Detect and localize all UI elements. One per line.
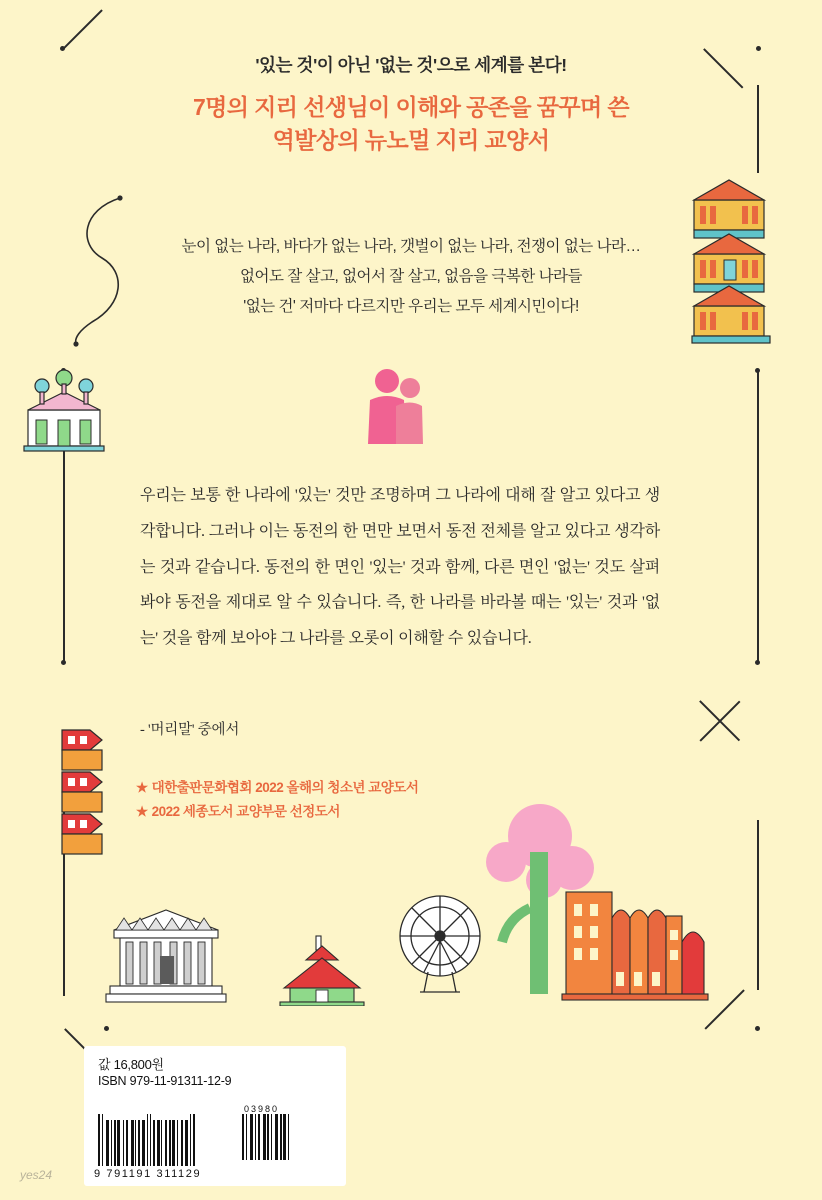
- isbn-label: ISBN 979-11-91311-12-9: [98, 1074, 232, 1088]
- frame-dot-top-right: [756, 46, 761, 51]
- headline-block: [0, 52, 822, 156]
- barcode-panel: [84, 1046, 346, 1186]
- award-label-1: 대한출판문화협회 2022 올해의 청소년 교양도서: [151, 780, 419, 795]
- subhead-line-3: '없는 건' 저마다 다르지만 우리는 모두 세계시민이다!: [243, 297, 579, 315]
- star-icon: ★: [136, 780, 148, 795]
- subhead-line-2: 없어도 잘 살고, 없어서 잘 살고, 없음을 극복한 나라들: [240, 267, 582, 285]
- cathedral-illustration: [688, 176, 774, 346]
- embracing-figures-illustration: [362, 366, 432, 452]
- frame-dot-top-left: [60, 46, 65, 51]
- ean5-addon-barcode: [242, 1114, 289, 1160]
- headline-line-3: 역발상의 뉴노멀 지리 교양서: [272, 126, 550, 153]
- award-item: [136, 800, 418, 824]
- frame-dot-left-mid-bottom: [61, 660, 66, 665]
- headline-line-2: 7명의 지리 선생님이 이해와 공존을 꿈꾸며 쓴: [192, 94, 630, 120]
- frame-dot-bottom-left: [104, 1026, 109, 1031]
- body-paragraph: 우리는 보통 한 나라에 '있는' 것만 조명하며 그 나라에 대해 잘 알고 있다고 생각합니다. 그러나 이는 동전의 한 면만 보면서 동전 전체를 알고 있다고 생각하는 것과 같습니다. 동전의 한 면인 '있는' 것과 함께, 다른 면인 '없는' 것도 살펴봐야 동전을 제대로 알 수 있습니다. 즉, 한 나라를 바라볼 때는 '있는' 것과 '없는' 것을 함께 보아야 그 나라를 오롯이 이해할 수 있습니다.: [140, 487, 660, 648]
- small-house-illustration: [276, 930, 368, 1006]
- frame-dot-bottom-right: [755, 1026, 760, 1031]
- star-icon: ★: [136, 803, 148, 819]
- body-attribution: - '머리말' 중에서: [140, 722, 240, 738]
- subhead-line-1: 눈이 없는 나라, 바다가 없는 나라, 갯벌이 없는 나라, 전쟁이 없는 나라…: [181, 238, 641, 255]
- watermark: yes24: [20, 1168, 53, 1182]
- award-label-2: 2022 세종도서 교양부문 선정도서: [151, 803, 340, 819]
- church-illustration: [20, 366, 108, 452]
- cityscape-illustration: [394, 776, 710, 1008]
- frame-dot-right-mid-bottom: [755, 660, 760, 665]
- award-item: [136, 776, 418, 800]
- frame-mark-top-left-h: [62, 9, 102, 49]
- frame-line-right-lower: [757, 820, 759, 990]
- ean13-digits: 9 791191 311129: [94, 1168, 202, 1180]
- frame-line-right-mid: [757, 372, 759, 662]
- frame-mark-bottom-right: [704, 989, 744, 1029]
- ean13-barcode: [98, 1114, 195, 1166]
- headline-line-1: '있는 것'이 아닌 '없는 것'으로 세계를 본다!: [255, 55, 567, 75]
- row-houses-illustration: [56, 722, 128, 856]
- price-label: 값 16,800원: [98, 1057, 164, 1072]
- awards-list: [136, 776, 418, 823]
- monument-illustration: [104, 906, 228, 1006]
- addon-digits: 03980: [244, 1104, 280, 1114]
- frame-dot-right-mid-top: [755, 368, 760, 373]
